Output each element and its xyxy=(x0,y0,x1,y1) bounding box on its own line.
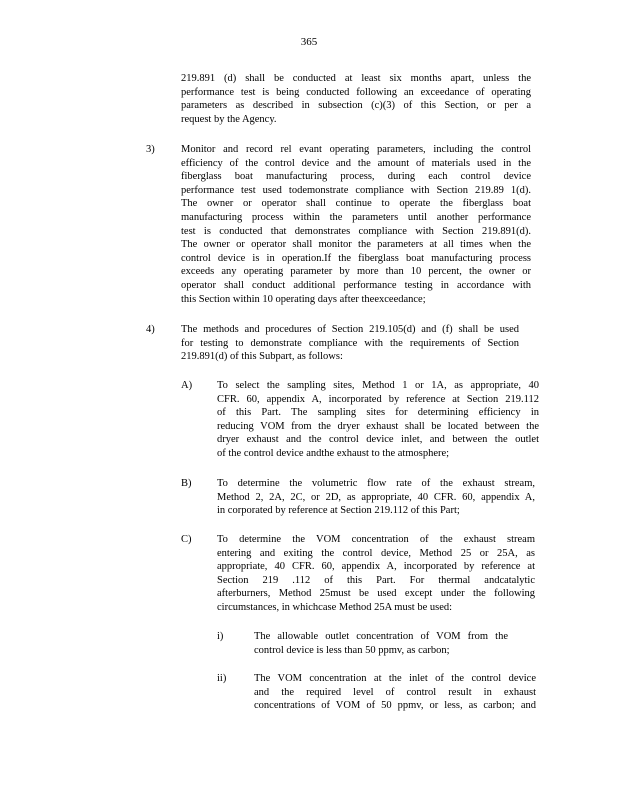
text-line: of the control device andthe exhaust to the atmosphere; xyxy=(217,447,450,459)
text-line: The allowable outlet concentration of VOM from the xyxy=(254,631,508,642)
text-line: of this Part. The sampling sites for determining efficiency in xyxy=(217,407,539,419)
text-line: Method 2, 2A, 2C, or 2D, as appropriate, 40 CFR. 60, appendix A, xyxy=(217,491,535,503)
text-line: control device is in operation.If the fiberglass boat manufacturing process xyxy=(181,252,531,264)
text-line: parameters as described in subsection (c)(3) of this Section, or per a xyxy=(181,100,531,112)
text-line: request by the Agency. xyxy=(181,113,277,125)
item-marker: 3) xyxy=(146,144,155,155)
text-line: The methods and procedures of Section 219.105(d) and (f) shall be used xyxy=(181,324,519,335)
text-line: Section 219 .112 of this Part. For thermal andcatalytic xyxy=(217,574,535,586)
text-line: in corporated by reference at Section 219.112 of this Part; xyxy=(217,505,460,517)
text-line: entering and exiting the control device, Method 25 or 25A, as xyxy=(217,547,535,559)
page-number: 365 xyxy=(300,36,318,48)
subitem-b-paragraph xyxy=(217,477,535,518)
subitem-marker: B) xyxy=(181,478,192,489)
subsubitem-marker: i) xyxy=(217,631,224,642)
text-line: To determine the volumetric flow rate of the exhaust stream, xyxy=(217,478,535,489)
text-line: efficiency of the control device and the amount of materials used in the xyxy=(181,157,531,169)
text-line: 219.891 (d) shall be conducted at least six months apart, unless the xyxy=(181,73,531,84)
text-line: CFR. 60, appendix A, incorporated by reference at Section 219.112 xyxy=(217,393,539,405)
text-line: reducing VOM from the dryer exhaust shall be located between the xyxy=(217,420,539,432)
text-line: dryer exhaust and the control device inlet, and between the outlet xyxy=(217,434,539,446)
text-line: The VOM concentration at the inlet of the control device xyxy=(254,673,536,684)
text-line: performance test used todemonstrate compliance with Section 219.89 1(d). xyxy=(181,184,531,196)
text-line: The owner or operator shall monitor the parameters at all times when the xyxy=(181,239,531,251)
text-line: afterburners, Method 25must be used except under the following xyxy=(217,588,535,600)
item-marker: 4) xyxy=(146,324,155,335)
item-4-paragraph xyxy=(181,323,519,364)
text-line: and the required level of control result in exhaust xyxy=(254,686,536,698)
text-line: concentrations of VOM of 50 ppmv, or less, as carbon; and xyxy=(254,700,536,712)
text-line: performance test is being conducted following an exceedance of operating xyxy=(181,86,531,98)
subsubitem-i-paragraph xyxy=(254,630,508,657)
text-line: The owner or operator shall continue to operate the fiberglass boat xyxy=(181,198,531,210)
text-line: operator shall conduct additional performance testing in accordance with xyxy=(181,279,531,291)
subsubitem-marker: ii) xyxy=(217,673,227,684)
text-line: 219.891(d) of this Subpart, as follows: xyxy=(181,351,343,363)
text-line: exceeds any operating parameter by more than 10 percent, the owner or xyxy=(181,266,531,278)
text-line: manufacturing process within the parameters until another performance xyxy=(181,211,531,223)
text-line: Monitor and record rel evant operating parameters, including the control xyxy=(181,144,531,155)
text-line: circumstances, in whichcase Method 25A must be used: xyxy=(217,601,453,613)
subsubitem-ii-paragraph xyxy=(254,672,536,713)
text-line: To determine the VOM concentration of the exhaust stream xyxy=(217,534,535,545)
text-line: this Section within 10 operating days after theexceedance; xyxy=(181,293,426,305)
text-line: To select the sampling sites, Method 1 or 1A, as appropriate, 40 xyxy=(217,380,539,391)
item-3-paragraph xyxy=(181,143,531,306)
text-line: fiberglass boat manufacturing process, during each control device xyxy=(181,171,531,183)
text-line: for testing to demonstrate compliance with the requirements of Section xyxy=(181,337,519,349)
text-line: control device is less than 50 ppmv, as carbon; xyxy=(254,644,450,656)
subitem-marker: C) xyxy=(181,534,192,545)
subitem-a-paragraph xyxy=(217,379,539,461)
continuation-paragraph xyxy=(181,72,531,126)
text-line: test is conducted that demonstrates compliance with Section 219.891(d). xyxy=(181,225,531,237)
subitem-c-paragraph xyxy=(217,533,535,615)
subitem-marker: A) xyxy=(181,380,193,391)
text-line: appropriate, 40 CFR. 60, appendix A, incorporated by reference at xyxy=(217,561,535,573)
